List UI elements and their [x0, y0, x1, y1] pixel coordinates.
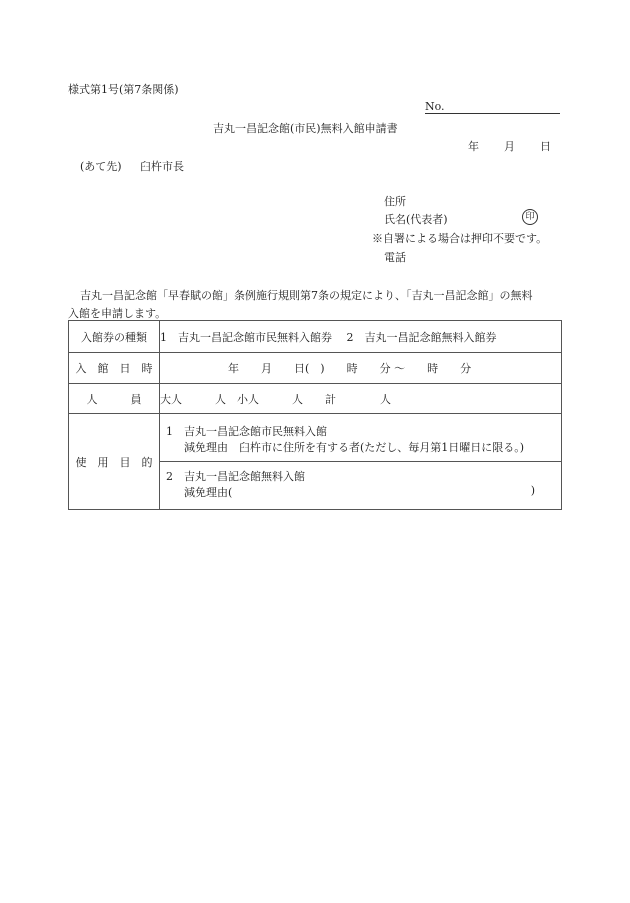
table-row-ticket-type	[69, 321, 562, 353]
name-label: 氏名(代表者)	[384, 213, 448, 226]
purpose-cell	[160, 414, 562, 510]
purpose-option-2[interactable]	[160, 461, 561, 506]
persons-value[interactable]: 大人 人 小人 人 計 人	[160, 384, 562, 414]
persons-label: 人 員	[69, 384, 160, 414]
purpose-option-1[interactable]	[160, 417, 561, 461]
purpose-option-1-reason: 減免理由 臼杵市に住所を有する者(ただし、毎月第1日曜日に限る。)	[184, 441, 525, 454]
date-month-label: 月	[504, 140, 515, 153]
body-text-line1: 吉丸一昌記念館「早春賦の館」条例施行規則第7条の規定により、「吉丸一昌記念館」の無料	[80, 289, 533, 302]
ticket-type-label	[69, 321, 160, 353]
purpose-option-1-title: 1 吉丸一昌記念館市民無料入館	[166, 425, 327, 438]
date-year-label: 年	[468, 140, 479, 153]
purpose-option-2-title: 2 吉丸一昌記念館無料入館	[166, 470, 305, 483]
address-label: 住所	[384, 195, 406, 208]
entry-datetime-label: 入 館 日 時	[69, 353, 160, 384]
document-number-label: No.	[425, 100, 445, 113]
entry-datetime-value[interactable]: 年 月 日( ) 時 分 ～ 時 分	[160, 353, 562, 384]
addressee-prefix: (あて先)	[80, 160, 122, 173]
ticket-type-value[interactable]: 1 吉丸一昌記念館市民無料入館券 2 吉丸一昌記念館無料入館券	[160, 321, 562, 353]
purpose-option-2-reason-close: )	[530, 484, 535, 497]
page-title: 吉丸一昌記念館(市民)無料入館申請書	[213, 122, 398, 135]
addressee-name: 臼杵市長	[140, 160, 184, 173]
application-table	[68, 320, 562, 510]
table-row-persons	[69, 384, 562, 414]
purpose-option-2-reason-open: 減免理由(	[184, 486, 233, 499]
phone-label: 電話	[384, 251, 406, 264]
ticket-type-label-text: 入館券の種類	[81, 330, 147, 344]
seal-mark: 印	[522, 209, 538, 225]
table-row-entry-datetime	[69, 353, 562, 384]
body-text-line2: 入館を申請します。	[68, 307, 167, 320]
document-number-field[interactable]	[425, 113, 560, 114]
signature-note: ※自署による場合は押印不要です。	[372, 232, 548, 245]
form-number: 様式第1号(第7条関係)	[68, 83, 179, 96]
table-row-purpose	[69, 414, 562, 510]
purpose-option-2-reason	[166, 484, 561, 500]
purpose-label: 使 用 目 的	[69, 414, 160, 510]
date-day-label: 日	[540, 140, 551, 153]
